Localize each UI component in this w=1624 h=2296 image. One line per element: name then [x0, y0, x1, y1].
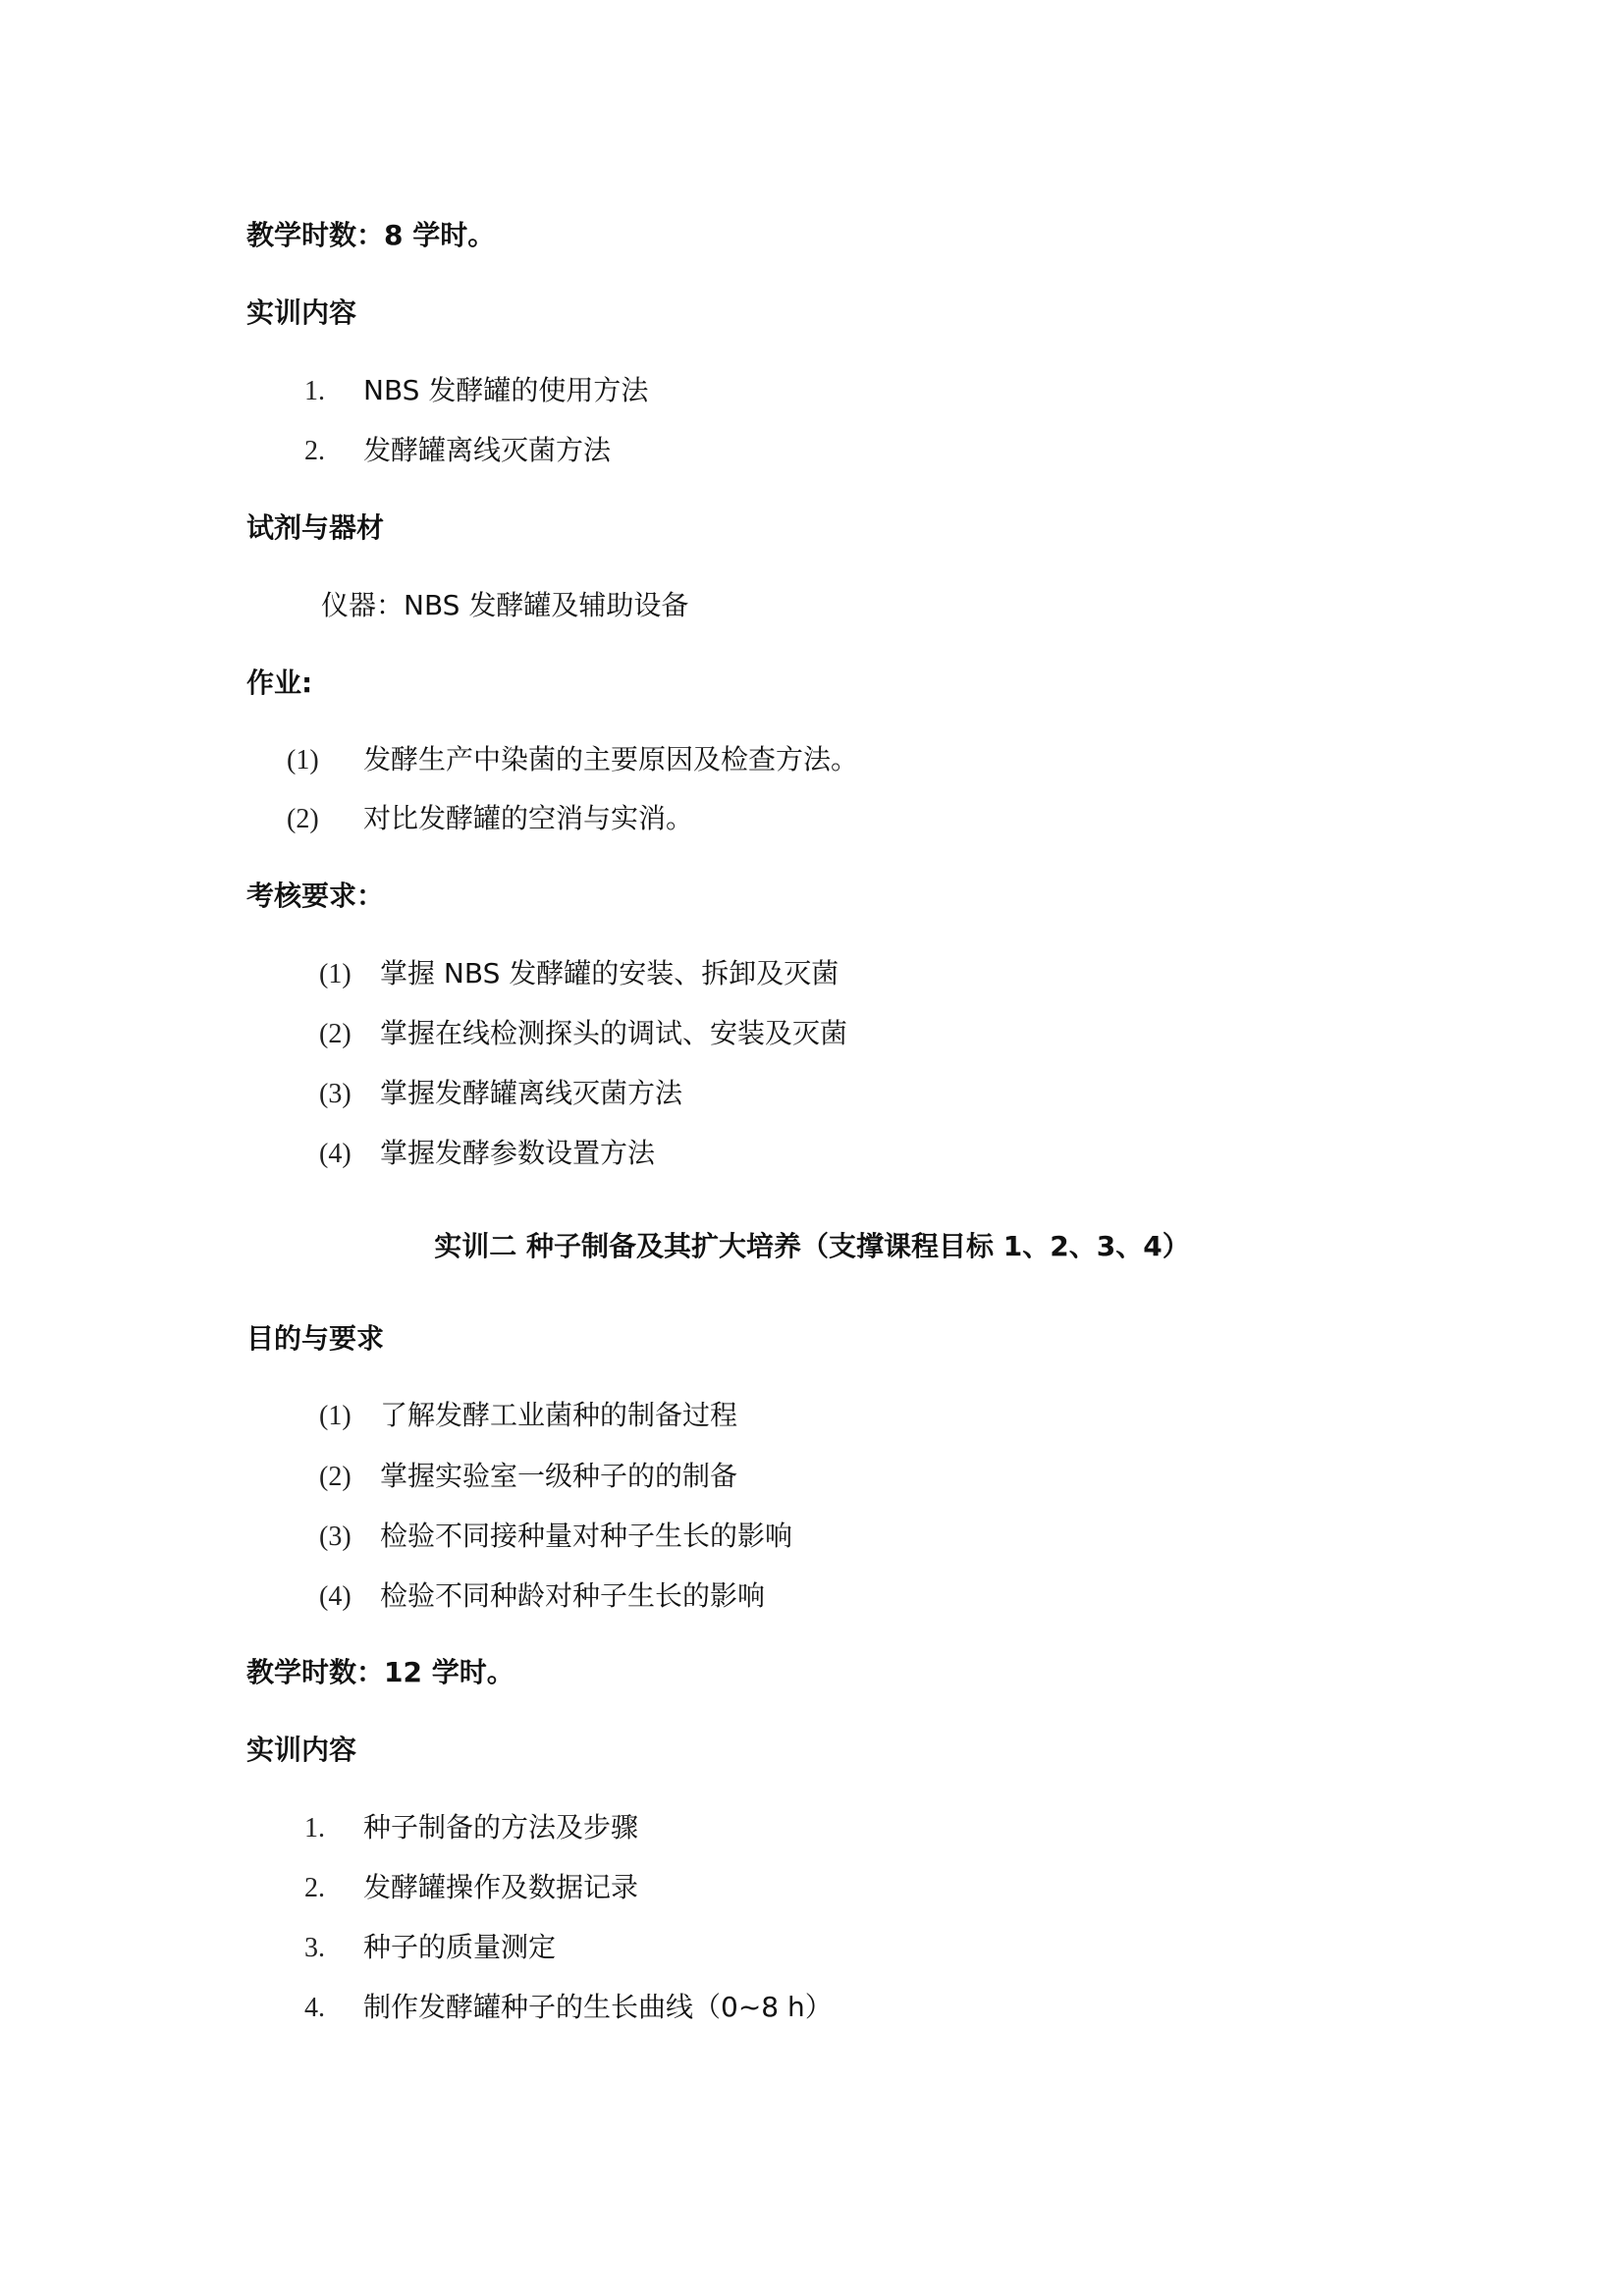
list-item-text: 掌握 NBS 发酵罐的安装、拆卸及灭菌 — [380, 957, 839, 989]
list-item-number: 1. — [304, 1813, 325, 1843]
list-item-number: 3. — [304, 1933, 325, 1963]
list-item — [319, 1399, 738, 1431]
list-item-number: (1) — [319, 1401, 352, 1431]
list-item-text: 发酵罐离线灭菌方法 — [363, 434, 612, 466]
assessment-heading: 考核要求： — [246, 880, 385, 912]
list-item — [319, 1460, 738, 1492]
list-item — [304, 1991, 833, 2023]
list-item-text: 了解发酵工业菌种的制备过程 — [380, 1399, 738, 1431]
list-item — [287, 743, 859, 775]
list-item-text: 种子制备的方法及步骤 — [363, 1811, 639, 1843]
list-item-number: (2) — [319, 1019, 352, 1049]
list-item — [304, 1811, 639, 1843]
list-item — [304, 434, 612, 466]
list-item-text: 掌握发酵罐离线灭菌方法 — [380, 1077, 683, 1109]
list-item — [319, 1522, 792, 1551]
list-item-number: (1) — [287, 745, 319, 775]
list-item-text: 检验不同种龄对种子生长的影响 — [380, 1579, 766, 1612]
list-item-text: NBS 发酵罐的使用方法 — [363, 374, 649, 406]
list-item-number: 4. — [304, 1993, 325, 2023]
list-item-text: 发酵罐操作及数据记录 — [363, 1871, 639, 1903]
list-item — [319, 1579, 766, 1612]
list-item-number: (3) — [319, 1522, 352, 1552]
list-item-text: 掌握在线检测探头的调试、安装及灭菌 — [380, 1017, 848, 1049]
training-content-heading: 实训内容 — [246, 296, 357, 329]
list-item — [319, 1077, 683, 1109]
list-item — [319, 1017, 848, 1049]
list-item-number: 2. — [304, 436, 325, 466]
list-item-text: 掌握发酵参数设置方法 — [380, 1137, 656, 1169]
list-item-number: 2. — [304, 1873, 325, 1903]
list-item-text: 制作发酵罐种子的生长曲线（0~8 h） — [363, 1991, 833, 2023]
list-item-text: 掌握实验室一级种子的的制备 — [380, 1460, 738, 1492]
reagents-heading: 试剂与器材 — [246, 511, 385, 544]
list-item — [319, 1137, 656, 1169]
teaching-hours-heading: 教学时数：8 学时。 — [246, 219, 496, 251]
list-item-text: 种子的质量测定 — [363, 1931, 557, 1963]
list-item — [304, 374, 649, 406]
list-item-number: 1. — [304, 376, 325, 406]
list-item — [304, 1871, 639, 1903]
training-content-heading: 实训内容 — [246, 1734, 357, 1766]
teaching-hours-heading: 教学时数：12 学时。 — [246, 1656, 514, 1688]
list-item-text: 发酵生产中染菌的主要原因及检查方法。 — [363, 743, 859, 775]
section-title: 实训二 种子制备及其扩大培养（支撑课程目标 1、2、3、4） — [434, 1230, 1190, 1262]
list-item — [304, 1931, 557, 1963]
list-item-number: (2) — [287, 804, 319, 834]
goal-heading: 目的与要求 — [246, 1322, 385, 1355]
homework-heading: 作业: — [246, 667, 313, 699]
list-item-number: (2) — [319, 1462, 352, 1492]
list-item-text: 对比发酵罐的空消与实消。 — [363, 802, 694, 834]
list-item-number: (3) — [319, 1079, 352, 1109]
list-item — [287, 802, 694, 834]
list-item — [319, 957, 839, 989]
list-item-text: 检验不同接种量对种子生长的影响 — [380, 1520, 793, 1552]
list-item-number: (4) — [319, 1139, 352, 1169]
instruments-text: 仪器：NBS 发酵罐及辅助设备 — [321, 589, 689, 621]
list-item-number: (1) — [319, 959, 352, 989]
list-item-number: (4) — [319, 1581, 352, 1612]
